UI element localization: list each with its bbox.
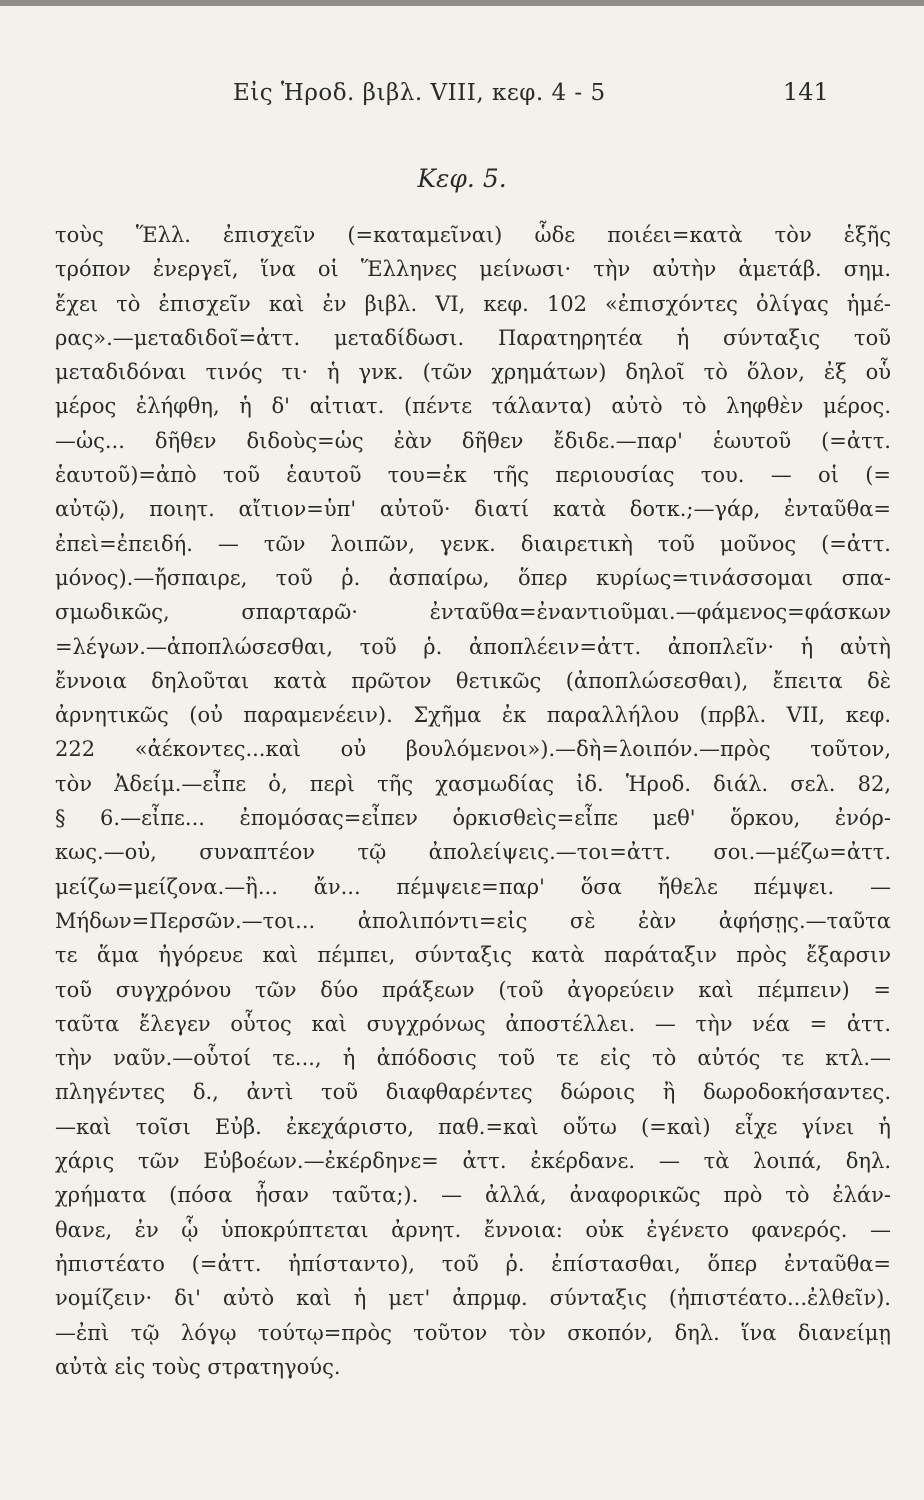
text-line: τε ἅμα ἠγόρευε καὶ πέμπει, σύνταξις κατὰ παράταξιν πρὸς ἔξαρσιν: [55, 943, 891, 968]
text-line: ταῦτα ἔλεγεν οὗτος καὶ συγχρόνως ἀποστέλλει. — τὴν νέα = ἀττ.: [55, 1011, 891, 1036]
text-line: τρόπον ἐνεργεῖ, ἵνα οἱ Ἕλληνες μείνωσι· τὴν αὐτὴν ἀμετάβ. σημ.: [55, 257, 891, 282]
text-line: Μήδων=Περσῶν.—τοι... ἀπολιπόντι=εἰς σὲ ἐὰν ἀφήσῃς.—ταῦτα: [55, 908, 891, 933]
text-line: ἐπεὶ=ἐπειδή. — τῶν λοιπῶν, γενκ. διαιρετικὴ τοῦ μοῦνος (=ἀττ.: [55, 531, 891, 556]
text-line: —καὶ τοῖσι Εὐβ. ἐκεχάριστο, παθ.=καὶ οὕτω (=καὶ) εἶχε γίνει ἡ: [55, 1114, 891, 1139]
page-number: 141: [783, 78, 829, 106]
text-line: αὐτῷ), ποιητ. αἴτιον=ὑπ' αὐτοῦ· διατί κατὰ δοτκ.;—γάρ, ἐνταῦθα=: [55, 497, 891, 522]
text-line: μόνος).—ἤσπαιρε, τοῦ ῥ. ἀσπαίρω, ὅπερ κυρίως=τινάσσομαι σπα-: [55, 565, 891, 590]
text-line: χρήματα (πόσα ἦσαν ταῦτα;). — ἀλλά, ἀναφορικῶς πρὸ τὸ ἐλάν-: [55, 1183, 891, 1208]
text-line: πληγέντες δ., ἀντὶ τοῦ διαφθαρέντες δώροις ἢ δωροδοκήσαντες.: [55, 1080, 891, 1105]
text-line: =λέγων.—ἀποπλώσεσθαι, τοῦ ῥ. ἀποπλέειν=ἀττ. ἀποπλεῖν· ἡ αὐτὴ: [55, 634, 891, 659]
text-line: κως.—οὐ, συναπτέον τῷ ἀπολείψεις.—τοι=ἀττ. σοι.—μέζω=ἀττ.: [55, 840, 891, 865]
text-line: αὐτὰ εἰς τοὺς στρατηγούς.: [55, 1354, 341, 1379]
text-line: θανε, ἐν ᾧ ὑποκρύπτεται ἀρνητ. ἔννοια: οὐκ ἐγένετο φανερός. —: [55, 1217, 891, 1242]
text-line: —ὡς... δῆθεν διδοὺς=ὡς ἐὰν δῆθεν ἔδιδε.—παρ' ἑωυτοῦ (=ἀττ.: [55, 428, 891, 453]
text-line: ἠπιστέατο (=ἀττ. ἠπίσταντο), τοῦ ῥ. ἐπίστασθαι, ὅπερ ἐνταῦθα=: [55, 1251, 891, 1276]
commentary-body: [55, 218, 891, 1384]
text-line: § 6.—εἶπε... ἐπομόσας=εἶπεν ὁρκισθεὶς=εἶπε μεθ' ὅρκου, ἐνόρ-: [55, 806, 891, 831]
text-line: τοὺς Ἕλλ. ἐπισχεῖν (=καταμεῖναι) ὧδε ποιέει=κατὰ τὸν ἑξῆς: [55, 223, 891, 247]
text-line: χάρις τῶν Εὐβοέων.—ἐκέρδηνε= ἀττ. ἐκέρδανε. — τὰ λοιπά, δηλ.: [55, 1149, 891, 1174]
text-line: μεταδιδόναι τινός τι· ἡ γνκ. (τῶν χρημάτων) δηλοῖ τὸ ὅλον, ἐξ οὗ: [55, 360, 891, 385]
text-line: τὸν Ἀδείμ.—εἶπε ὁ, περὶ τῆς χασμωδίας ἰδ. Ἡροδ. διάλ. σελ. 82,: [55, 771, 891, 796]
top-edge-rule: [0, 0, 924, 6]
text-line: ἔχει τὸ ἐπισχεῖν καὶ ἐν βιβλ. VI, κεφ. 102 «ἐπισχόντες ὀλίγας ἡμέ-: [55, 291, 891, 316]
text-line: 222 «ἀέκοντες...καὶ οὐ βουλόμενοι»).—δὴ=λοιπόν.—πρὸς τοῦτον,: [55, 737, 891, 762]
text-line: μείζω=μείζονα.—ἢ... ἄν... πέμψειε=παρ' ὅσα ἤθελε πέμψει. —: [55, 874, 891, 899]
text-line: —ἐπὶ τῷ λόγῳ τούτῳ=πρὸς τοῦτον τὸν σκοπόν, δηλ. ἵνα διανείμῃ: [55, 1320, 891, 1345]
text-line: μέρος ἐλήφθη, ἡ δ' αἰτιατ. (πέντε τάλαντα) αὐτὸ τὸ ληφθὲν μέρος.: [55, 394, 891, 419]
text-line: τοῦ συγχρόνου τῶν δύο πράξεων (τοῦ ἀγορεύειν καὶ πέμπειν) =: [55, 977, 891, 1002]
text-line: τὴν ναῦν.—οὗτοί τε..., ἡ ἀπόδοσις τοῦ τε εἰς τὸ αὐτός τε κτλ.—: [55, 1046, 891, 1071]
section-title: Κεφ. 5.: [417, 164, 507, 193]
text-line: ἔννοια δηλοῦται κατὰ πρῶτον θετικῶς (ἀποπλώσεσθαι), ἔπειτα δὲ: [55, 668, 891, 693]
text-line: ἀρνητικῶς (οὐ παραμενέειν). Σχῆμα ἐκ παραλλήλου (πρβλ. VII, κεφ.: [55, 703, 891, 728]
text-line: νομίζειν· δι' αὐτὸ καὶ ἡ μετ' ἀπρμφ. σύνταξις (ἠπιστέατο...ἐλθεῖν).: [55, 1286, 891, 1311]
text-line: ρας».—μεταδιδοῖ=ἀττ. μεταδίδωσι. Παρατηρητέα ἡ σύνταξις τοῦ: [55, 325, 891, 350]
running-head: Εἰς Ἡροδ. βιβλ. VIII, κεφ. 4 - 5: [233, 80, 606, 106]
text-line: ἑαυτοῦ)=ἀπὸ τοῦ ἑαυτοῦ του=ἐκ τῆς περιουσίας του. — οἱ (=: [55, 463, 891, 488]
text-line: σμωδικῶς, σπαρταρῶ· ἐνταῦθα=ἐναντιοῦμαι.—φάμενος=φάσκων: [55, 600, 891, 625]
